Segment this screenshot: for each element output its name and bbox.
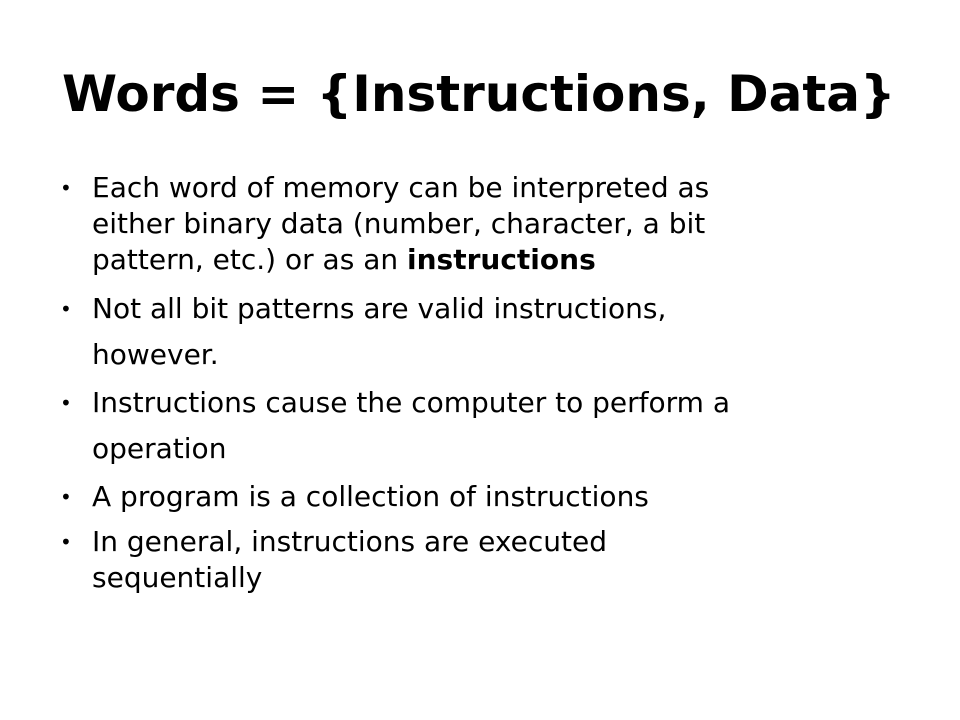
bullet-2-line-2: however. <box>92 338 219 371</box>
bullet-marker: • <box>60 391 72 415</box>
bullet-marker: • <box>60 176 72 200</box>
bullet-item-3 <box>60 380 940 472</box>
bullet-5-line-2: sequentially <box>92 561 263 594</box>
bullet-2-line-1: Not all bit patterns are valid instructions, <box>92 292 667 325</box>
bullet-1-line-3-text: pattern, etc.) or as an <box>92 243 407 276</box>
bullet-1-line-3 <box>92 242 940 278</box>
bullet-item-2 <box>60 286 940 378</box>
bullet-marker: • <box>60 530 72 554</box>
bullet-4-line-1: A program is a collection of instructions <box>92 480 649 513</box>
bullet-marker: • <box>60 485 72 509</box>
bullet-5-line-1: In general, instructions are executed <box>92 525 607 558</box>
bullet-3-line-1: Instructions cause the computer to perform a <box>92 386 731 419</box>
slide-title: Words = {Instructions, Data} <box>62 65 896 123</box>
bullet-item-4 <box>60 474 940 520</box>
bullet-item-1 <box>60 170 940 278</box>
bullet-item-5 <box>60 524 940 596</box>
bullet-3-line-2: operation <box>92 432 227 465</box>
bullet-marker: • <box>60 297 72 321</box>
bullet-1-line-1: Each word of memory can be interpreted as <box>92 171 710 204</box>
bullet-list <box>60 170 940 596</box>
bullet-1-emphasis: instructions <box>407 243 596 276</box>
bullet-1-line-2: either binary data (number, character, a bit <box>92 207 706 240</box>
